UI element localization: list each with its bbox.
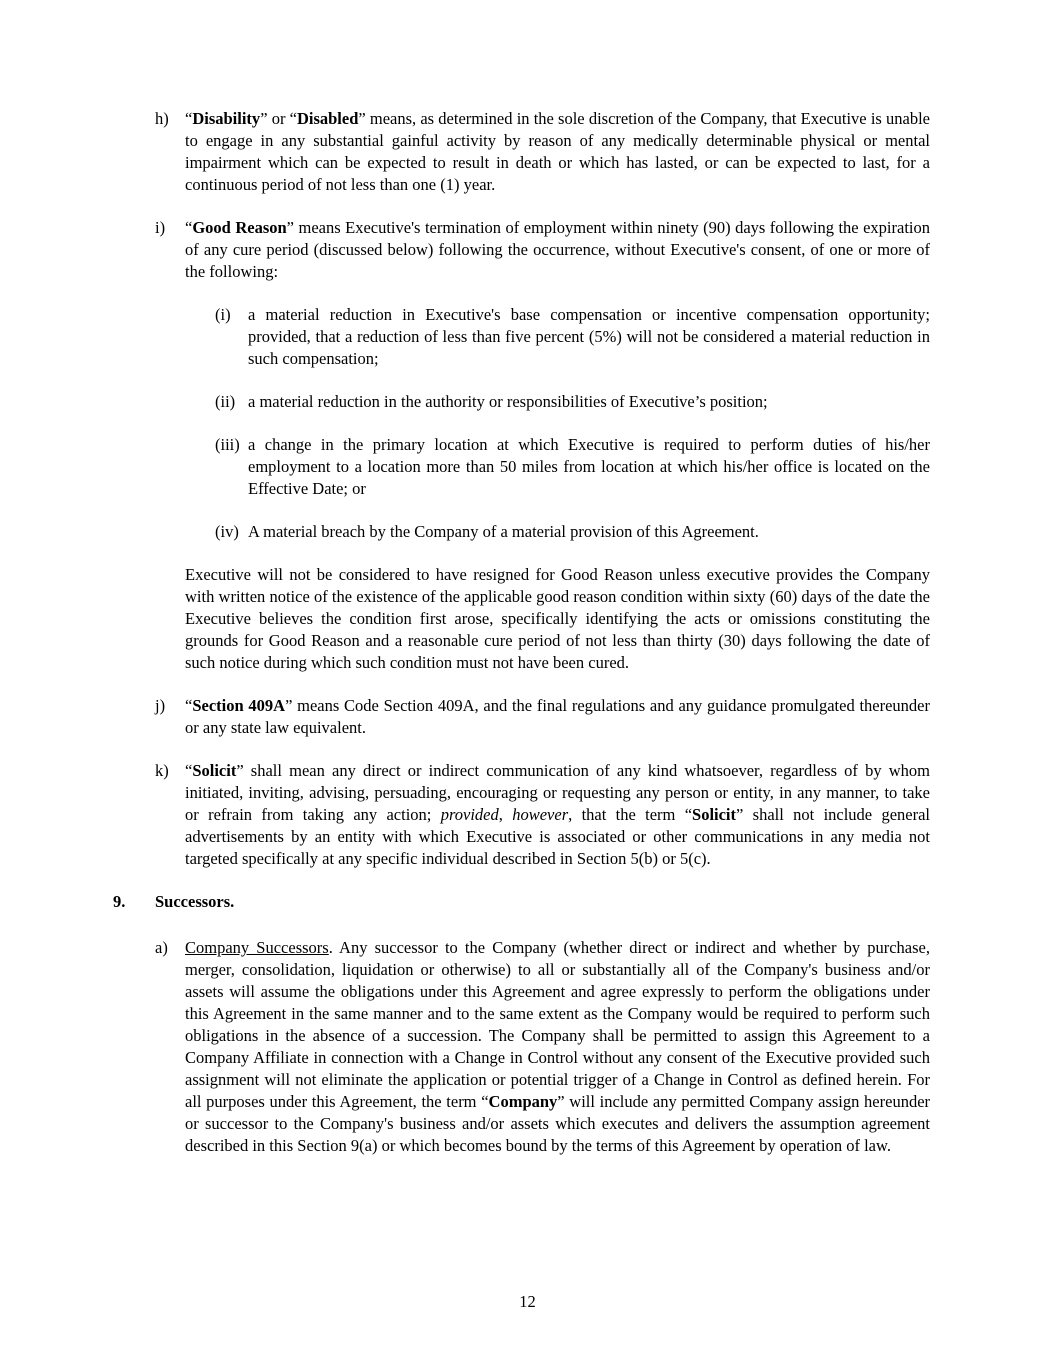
text-run: “ <box>185 761 193 780</box>
text-run: however <box>512 805 569 824</box>
definition-item-h-text <box>185 108 930 196</box>
text-run: ” will include any permitted Company assign hereunder or successor to the Company's business and/or assets which executes and delivers the assumption agreement described in this Section 9(a) or which becomes bound by the terms of this Agreement by operation of law. <box>185 1092 931 1155</box>
subclause-item-iii <box>0 434 1055 500</box>
page-footer <box>0 1291 1055 1313</box>
text-run: provided <box>440 805 499 824</box>
definition-item-j <box>0 695 1055 739</box>
definition-item-i-label: i) <box>155 218 166 237</box>
text-run: Executive will not be considered to have resigned for Good Reason unless executive provides the Company with written notice of the existence of the applicable good reason condition within sixty (60) days of the date the Executive believes the condition first arose, specifically identifying the acts or omissions constituting the grounds for Good Reason and a reasonable cure period of not less than thirty (30) days following the date of such notice during which such condition must not have been cured. <box>185 565 930 672</box>
text-run: a material reduction in the authority or responsibilities of Executive’s position; <box>248 392 768 411</box>
clause-company-successors <box>0 937 1055 1157</box>
text-run: ” means Code Section 409A, and the final regulations and any guidance promulgated thereunder or any state law equivalent. <box>185 696 931 737</box>
text-run: ” shall mean any direct or indirect communication of any kind whatsoever, regardless of by whom initiated, inviting, advising, persuading, encouraging or requesting any person or entity, in any manner, to take or refrain from taking any action; <box>185 761 930 824</box>
text-run: Company Successors <box>185 938 329 957</box>
definition-item-k <box>0 760 1055 870</box>
text-run: Section 409A <box>192 696 286 715</box>
clause-company-successors-text <box>185 937 930 1157</box>
text-run: A material breach by the Company of a material provision of this Agreement. <box>248 522 759 541</box>
subclause-item-i-label: (i) <box>215 305 231 324</box>
definition-item-i-text <box>185 217 930 283</box>
definition-item-h-label: h) <box>155 109 169 128</box>
subclause-item-iv-label: (iv) <box>215 522 239 541</box>
text-run: Successors. <box>155 892 235 911</box>
text-run: a change in the primary location at which Executive is required to perform duties of his/her employment to a location more than 50 miles from location at which his/her office is located on the Effective Date; or <box>248 435 930 498</box>
subclause-item-iii-text <box>248 434 930 500</box>
text-run: , that the term “ <box>568 805 693 824</box>
subclause-item-ii-text <box>248 391 930 413</box>
clause-company-successors-label: a) <box>155 938 168 957</box>
text-run: a material reduction in Executive's base compensation or incentive compensation opportunity; provided, that a reduction of less than five percent (5%) will not be considered a material reduction in such compensation; <box>248 305 930 368</box>
subclause-item-i <box>0 304 1055 370</box>
subclause-item-iv <box>0 521 1055 543</box>
good-reason-notice-text <box>185 564 930 674</box>
subclause-item-iv-text <box>248 521 930 543</box>
text-run: Disability <box>192 109 261 128</box>
text-run: “ <box>185 109 193 128</box>
text-run: ” shall not include general advertisements by an entity with which Executive is associated or other communications in any media not targeted specifically at any specific individual described in Section 5(b) or 5(c). <box>185 805 931 868</box>
section-9-title <box>155 891 930 913</box>
subclause-item-ii-label: (ii) <box>215 392 236 411</box>
text-run: ” means Executive's termination of employment within ninety (90) days following the expiration of any cure period (discussed below) following the occurrence, without Executive's consent, of one or more of the following: <box>185 218 930 281</box>
subclause-item-ii <box>0 391 1055 413</box>
text-run: , <box>498 805 513 824</box>
text-run: ” means, as determined in the sole discretion of the Company, that Executive is unable to engage in any substantial gainful activity by reason of any medically determinable physical or mental impairment which can be expected to result in death or which has lasted, or can be expected to last, for a continuous period of not less than one (1) year. <box>185 109 930 194</box>
good-reason-notice-paragraph <box>0 564 1055 674</box>
text-run: Solicit <box>192 761 237 780</box>
text-run: ” or “ <box>260 109 297 128</box>
definition-item-j-label: j) <box>155 696 166 715</box>
text-run: Solicit <box>692 805 737 824</box>
definition-item-j-text <box>185 695 930 739</box>
text-run: Company <box>488 1092 558 1111</box>
section-9-number: 9. <box>113 892 126 911</box>
text-run: . Any successor to the Company (whether direct or indirect and whether by purchase, merger, consolidation, liquidation or otherwise) to all or substantially all of the Company's business and/or assets will assume the obligations under this Agreement and agree expressly to perform the obligations under this Agreement in the same manner and to the same extent as the Company would be required to perform such obligations in the absence of a succession. The Company shall be permitted to assign this Agreement to a Company Affiliate in connection with a Change in Control without any consent of the Executive provided such assignment will not eliminate the application or potential trigger of a Change in Control as defined herein. For all purposes under this Agreement, the term “ <box>185 938 930 1111</box>
subclause-item-i-text <box>248 304 930 370</box>
section-9-heading <box>0 891 1055 913</box>
document-content <box>0 108 1055 1178</box>
definition-item-k-text <box>185 760 930 870</box>
subclause-item-iii-label: (iii) <box>215 435 240 454</box>
page-number: 12 <box>519 1292 536 1311</box>
definition-item-i <box>0 217 1055 283</box>
text-run: “ <box>185 696 193 715</box>
text-run: Disabled <box>296 109 359 128</box>
definition-item-h <box>0 108 1055 196</box>
definition-item-k-label: k) <box>155 761 169 780</box>
text-run: Good Reason <box>192 218 287 237</box>
text-run: “ <box>185 218 193 237</box>
